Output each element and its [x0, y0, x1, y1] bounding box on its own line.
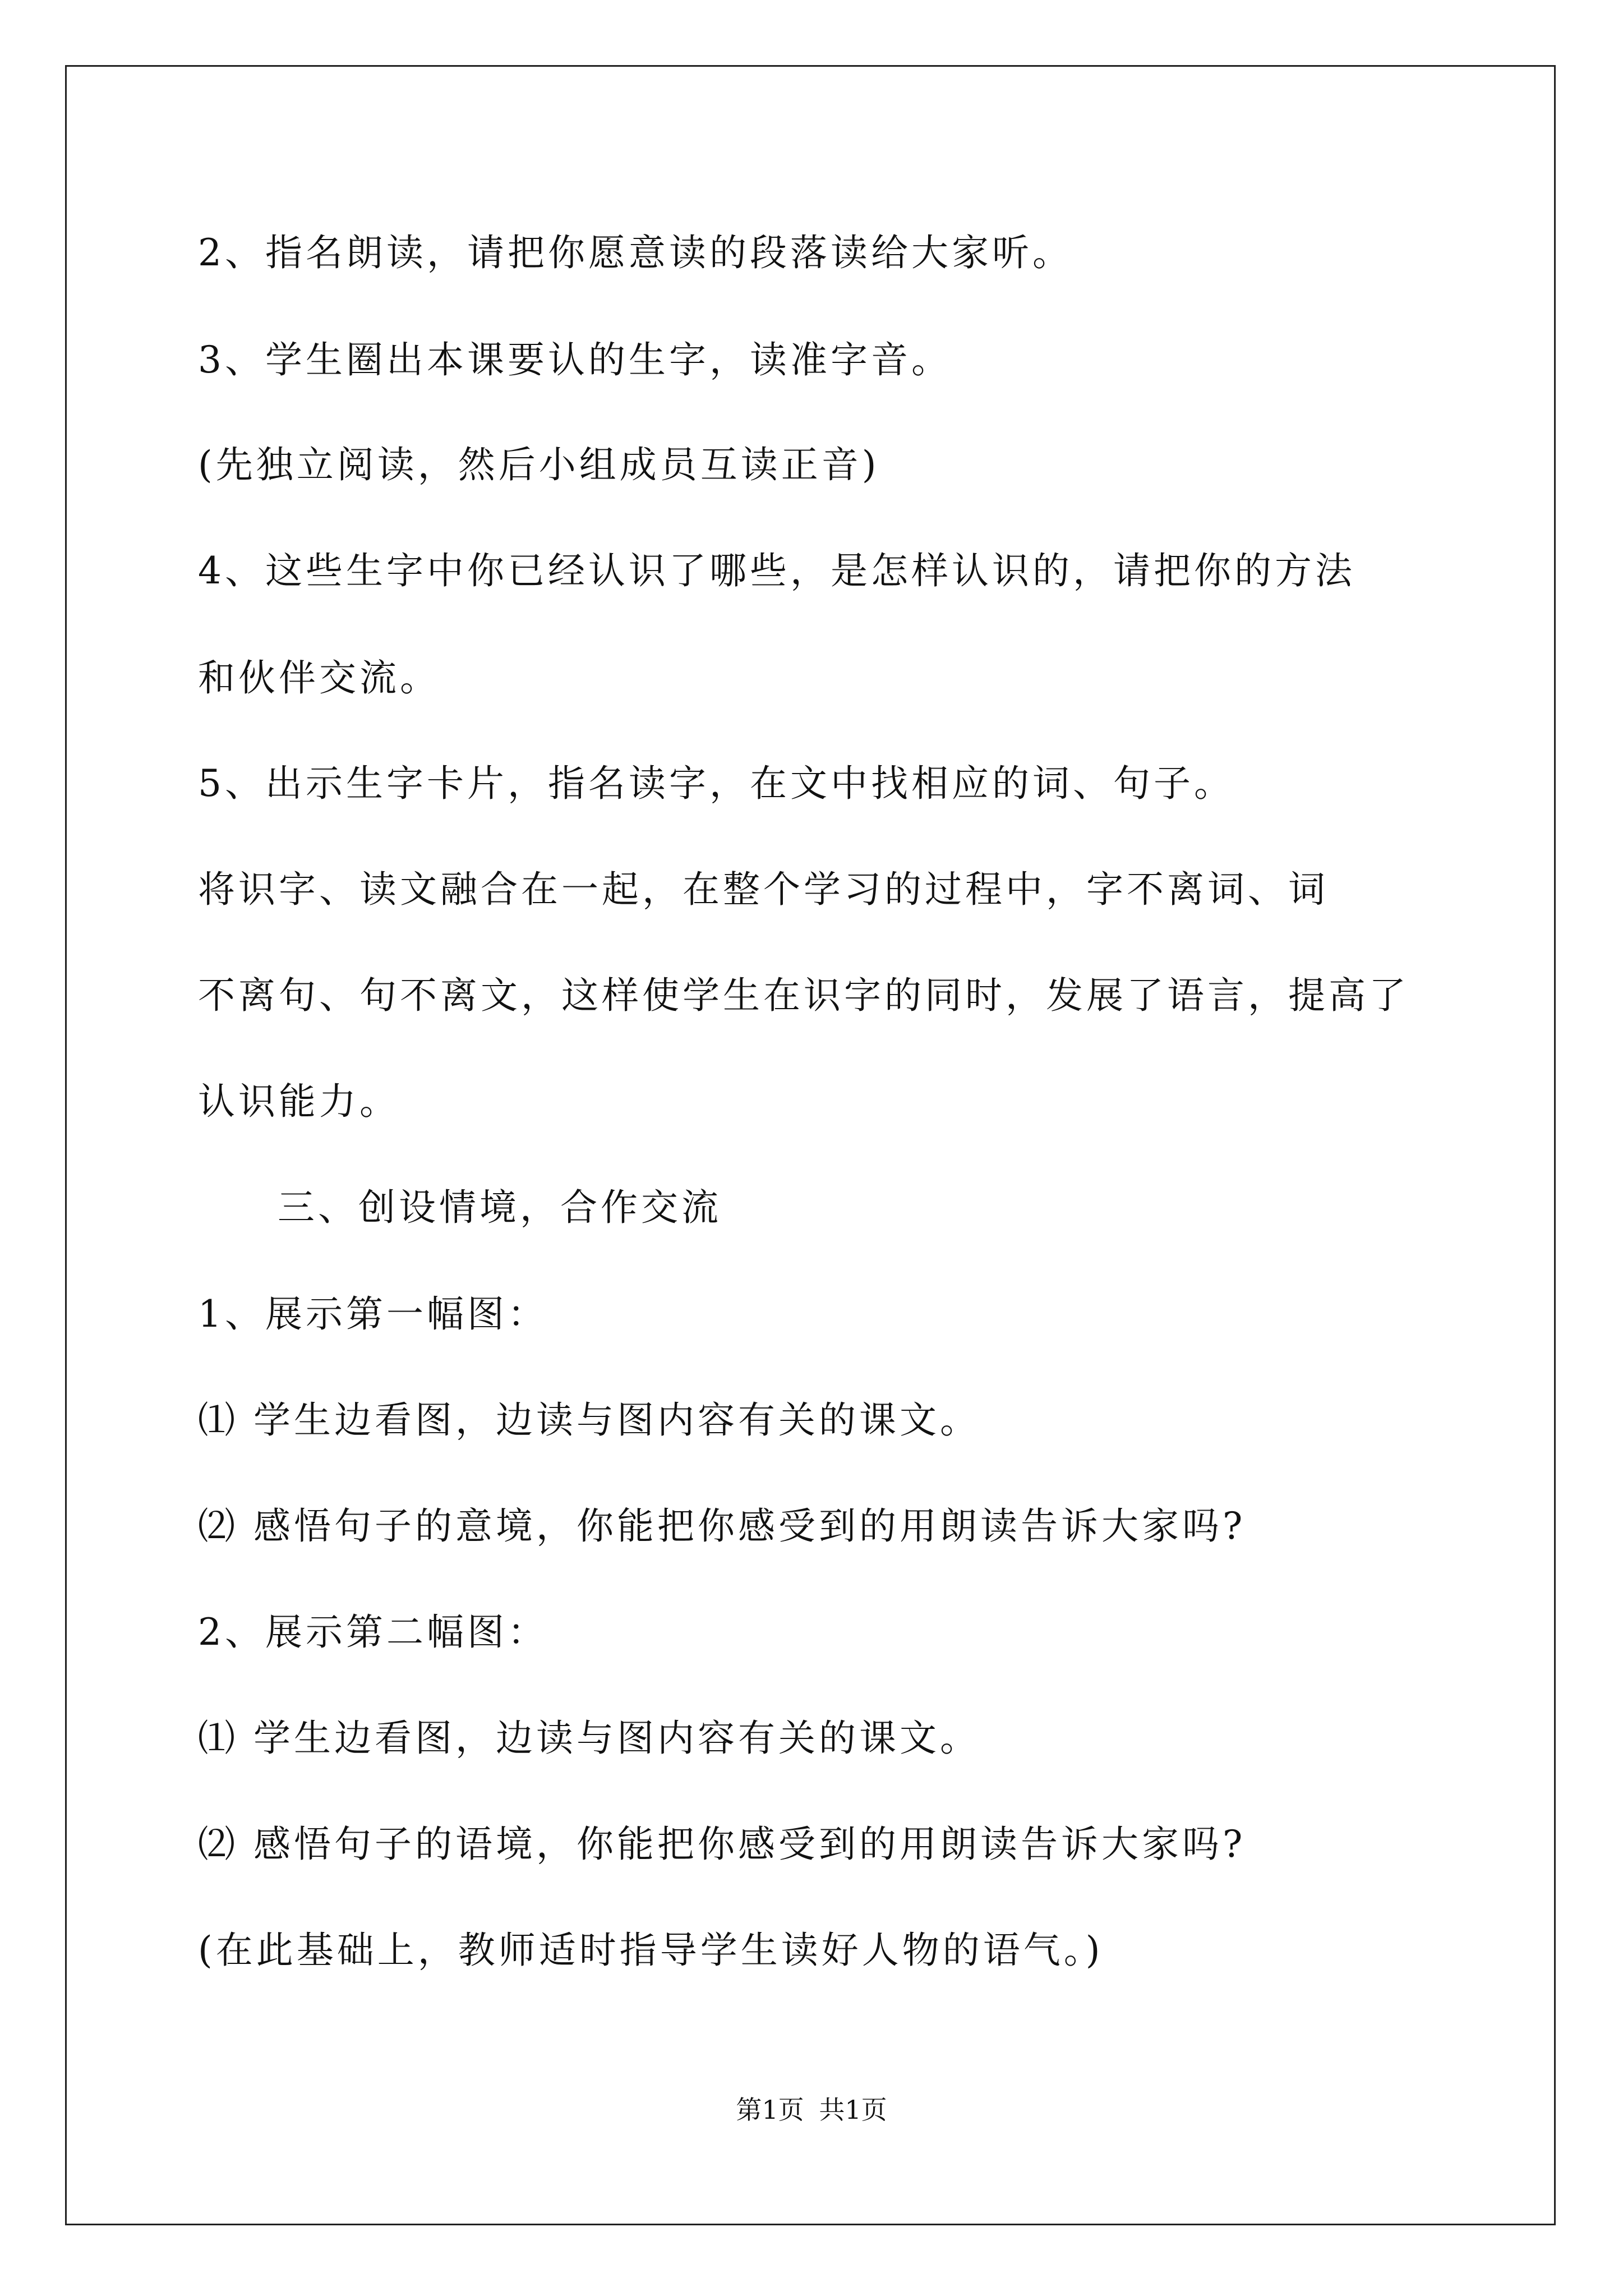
paragraph-show-first-picture	[198, 1292, 1435, 1336]
paragraph-read-independently	[198, 443, 1435, 486]
text-line: 3、学生圈出本课要认的生字，读准字音。	[198, 338, 952, 381]
paragraph-show-cards	[198, 762, 1435, 805]
paragraph-first-picture-read	[198, 1398, 1435, 1442]
paragraph-circle-characters	[198, 338, 1435, 381]
text-line: (在此基础上，教师适时指导学生读好人物的语气。)	[198, 1929, 1104, 1972]
page-footer	[0, 2097, 1623, 2123]
paragraph-second-picture-read	[198, 1717, 1435, 1760]
text-line: 三、创设情境，合作交流	[278, 1186, 722, 1229]
text-line: 2、展示第二幅图：	[198, 1611, 548, 1654]
text-line: 2、指名朗读，请把你愿意读的段落读给大家听。	[198, 231, 1073, 274]
text-line: 和伙伴交流。	[198, 656, 440, 700]
paragraph-first-picture-feel	[198, 1504, 1435, 1548]
text-line: 4、这些生字中你已经认识了哪些，是怎样认识的，请把你的方法	[198, 549, 1355, 592]
page-total: 共1页	[819, 2095, 887, 2125]
text-line: (先独立阅读，然后小组成员互读正音)	[198, 443, 880, 486]
text-line: 不离句、句不离文，这样使学生在识字的同时，发展了语言，提高了	[198, 974, 1409, 1017]
text-line: ⑴ 学生边看图，边读与图内容有关的课文。	[198, 1398, 980, 1442]
paragraph-known-characters	[198, 549, 1435, 592]
paragraph-literacy-integration	[198, 868, 1435, 911]
paragraph-teacher-guidance	[198, 1929, 1435, 1972]
text-line: ⑴ 学生边看图，边读与图内容有关的课文。	[198, 1717, 980, 1760]
text-line: 1、展示第一幅图：	[198, 1292, 548, 1336]
paragraph-literacy-integration-cont2	[198, 1080, 1435, 1123]
section-heading-create-context	[278, 1186, 1514, 1229]
text-line: 5、出示生字卡片，指名读字，在文中找相应的词、句子。	[198, 762, 1234, 805]
paragraph-reading-aloud	[198, 231, 1435, 274]
paragraph-known-characters-cont	[198, 656, 1435, 700]
paragraph-second-picture-feel	[198, 1823, 1435, 1866]
text-line: 将识字、读文融合在一起，在整个学习的过程中，字不离词、词	[198, 868, 1329, 911]
text-line: ⑵ 感悟句子的意境，你能把你感受到的用朗读告诉大家吗?	[198, 1504, 1246, 1548]
text-line: ⑵ 感悟句子的语境，你能把你感受到的用朗读告诉大家吗?	[198, 1823, 1246, 1866]
text-line: 认识能力。	[198, 1080, 400, 1123]
paragraph-literacy-integration-cont1	[198, 974, 1435, 1017]
paragraph-show-second-picture	[198, 1611, 1435, 1654]
page-border	[65, 65, 1556, 2225]
page-number: 第1页	[736, 2095, 804, 2125]
